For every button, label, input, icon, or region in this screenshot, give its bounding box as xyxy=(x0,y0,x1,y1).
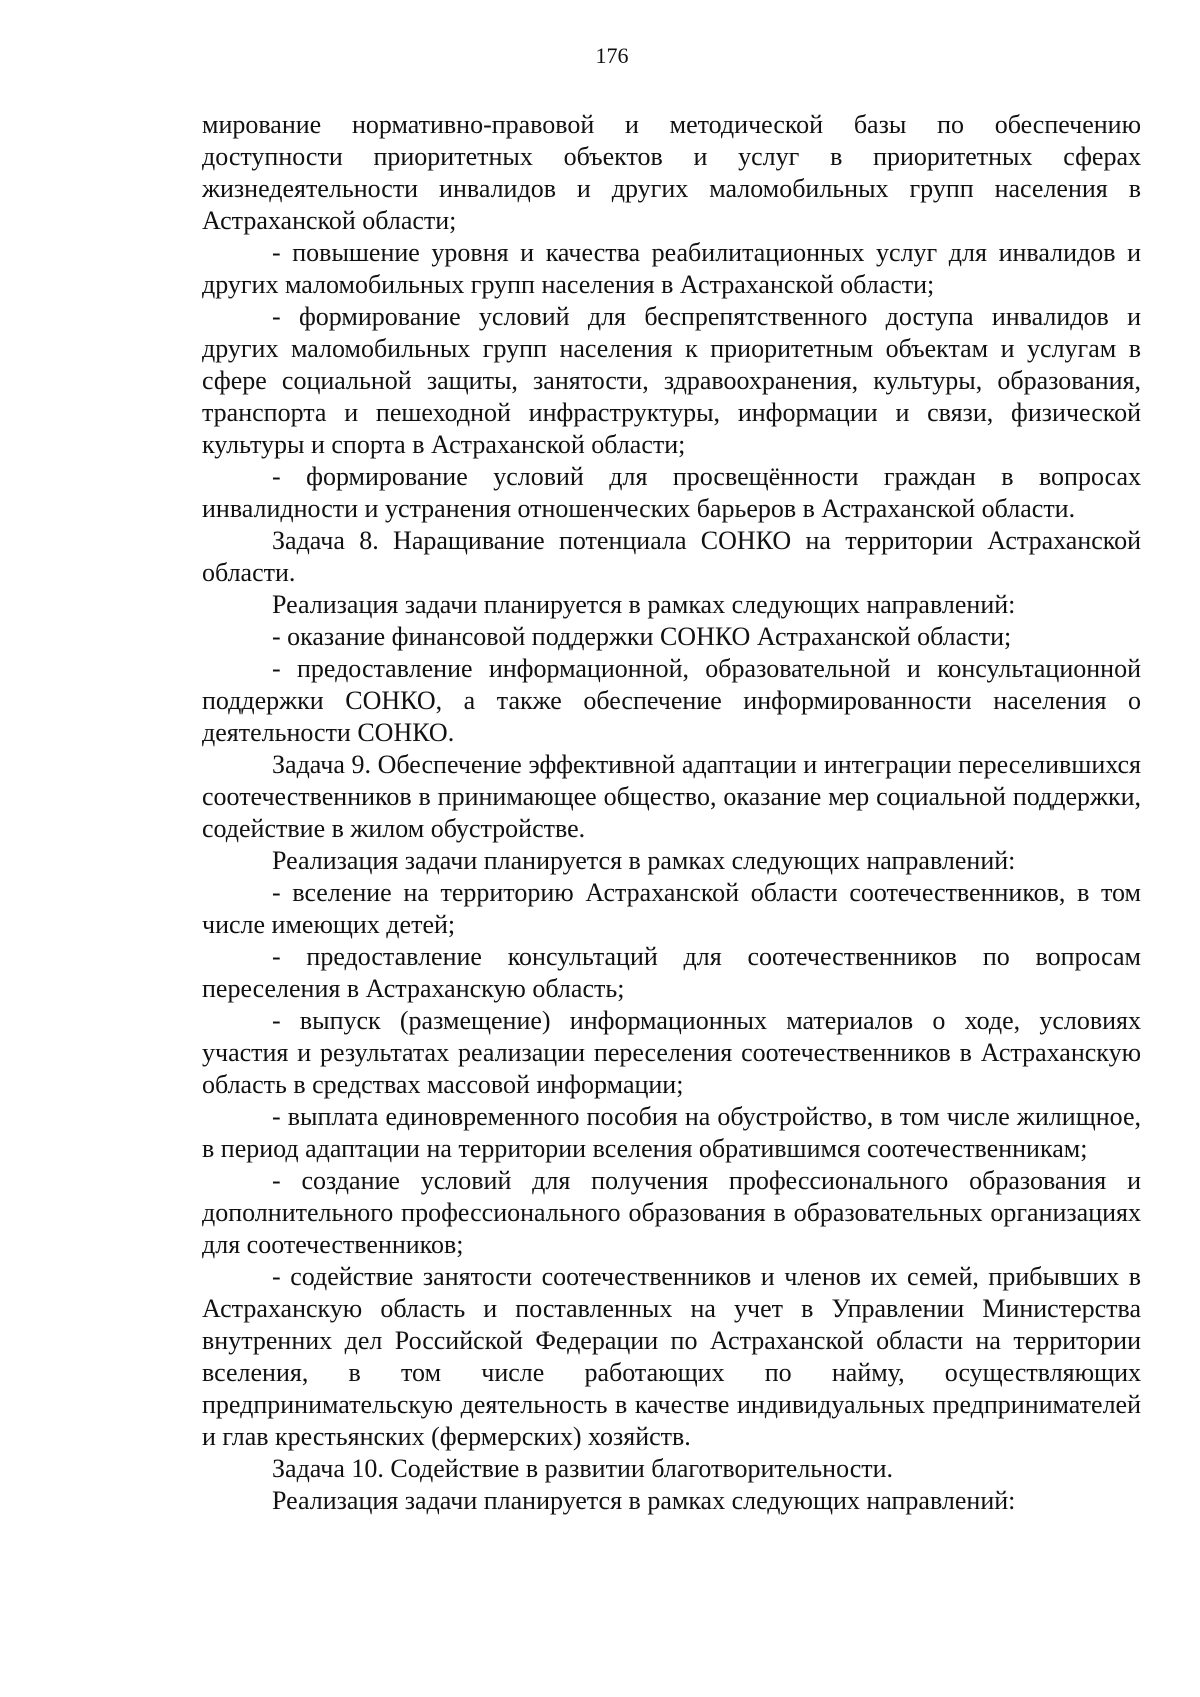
list-item-settlement: - вселение на территорию Астраханской области соотечественников, в том числе имеющих детей; xyxy=(202,878,1141,939)
task-10-heading: Задача 10. Содействие в развитии благотворительности. xyxy=(272,1454,894,1483)
list-item-rehabilitation: - повышение уровня и качества реабилитационных услуг для инвалидов и других маломобильных групп населения в Астраханской области; xyxy=(202,238,1141,299)
task-10-directions-intro: Реализация задачи планируется в рамках следующих направлений: xyxy=(272,1486,1016,1515)
list-item-education: - создание условий для получения профессионального образования и дополнительного профессионального образования в образовательных организациях для соотечественников; xyxy=(202,1166,1141,1259)
paragraph-continued: мирование нормативно-правовой и методической базы по обеспечению доступности приоритетных объектов и услуг в приоритетных сферах жизнедеятельности инвалидов и других маломобильных групп населения в Астраханской области; xyxy=(202,110,1141,235)
task-8-heading: Задача 8. Наращивание потенциала СОНКО на территории Астраханской области. xyxy=(202,526,1141,587)
task-9-heading: Задача 9. Обеспечение эффективной адаптации и интеграции переселившихся соотечественников в принимающее общество, оказание мер социальной поддержки, содействие в жилом обустройстве. xyxy=(202,750,1141,843)
list-item-allowance: - выплата единовременного пособия на обустройство, в том числе жилищное, в период адаптации на территории вселения обратившимся соотечественникам; xyxy=(202,1102,1141,1163)
task-8-directions-intro: Реализация задачи планируется в рамках следующих направлений: xyxy=(272,590,1016,619)
list-item-awareness: - формирование условий для просвещённости граждан в вопросах инвалидности и устранения отношенческих барьеров в Астраханской области. xyxy=(202,462,1141,523)
task-9-directions-intro: Реализация задачи планируется в рамках следующих направлений: xyxy=(272,846,1016,875)
list-item-employment: - содействие занятости соотечественников и членов их семей, прибывших в Астраханскую область и поставленных на учет в Управлении Министерства внутренних дел Российской Федерации по Астраханской области на территории вселения, в том числе работающих по найму, осуществляющих предпринимательскую деятельность в качестве индивидуальных предпринимателей и глав крестьянских (фермерских) хозяйств. xyxy=(202,1262,1141,1451)
page-number: 176 xyxy=(595,43,629,68)
document-body xyxy=(202,109,1141,1517)
list-item-accessibility: - формирование условий для беспрепятственного доступа инвалидов и других маломобильных групп населения к приоритетным объектам и услугам в сфере социальной защиты, занятости, здравоохранения, культуры, образования, транспорта и пешеходной инфраструктуры, информации и связи, физической культуры и спорта в Астраханской области; xyxy=(202,302,1141,459)
list-item-info-support: - предоставление информационной, образовательной и консультационной поддержки СОНКО, а также обеспечение информированности населения о деятельности СОНКО. xyxy=(202,654,1141,747)
list-item-consultations: - предоставление консультаций для соотечественников по вопросам переселения в Астраханскую область; xyxy=(202,942,1141,1003)
list-item-media: - выпуск (размещение) информационных материалов о ходе, условиях участия и результатах реализации переселения соотечественников в Астраханскую область в средствах массовой информации; xyxy=(202,1006,1141,1099)
list-item-financial-support: - оказание финансовой поддержки СОНКО Астраханской области; xyxy=(272,622,1012,651)
